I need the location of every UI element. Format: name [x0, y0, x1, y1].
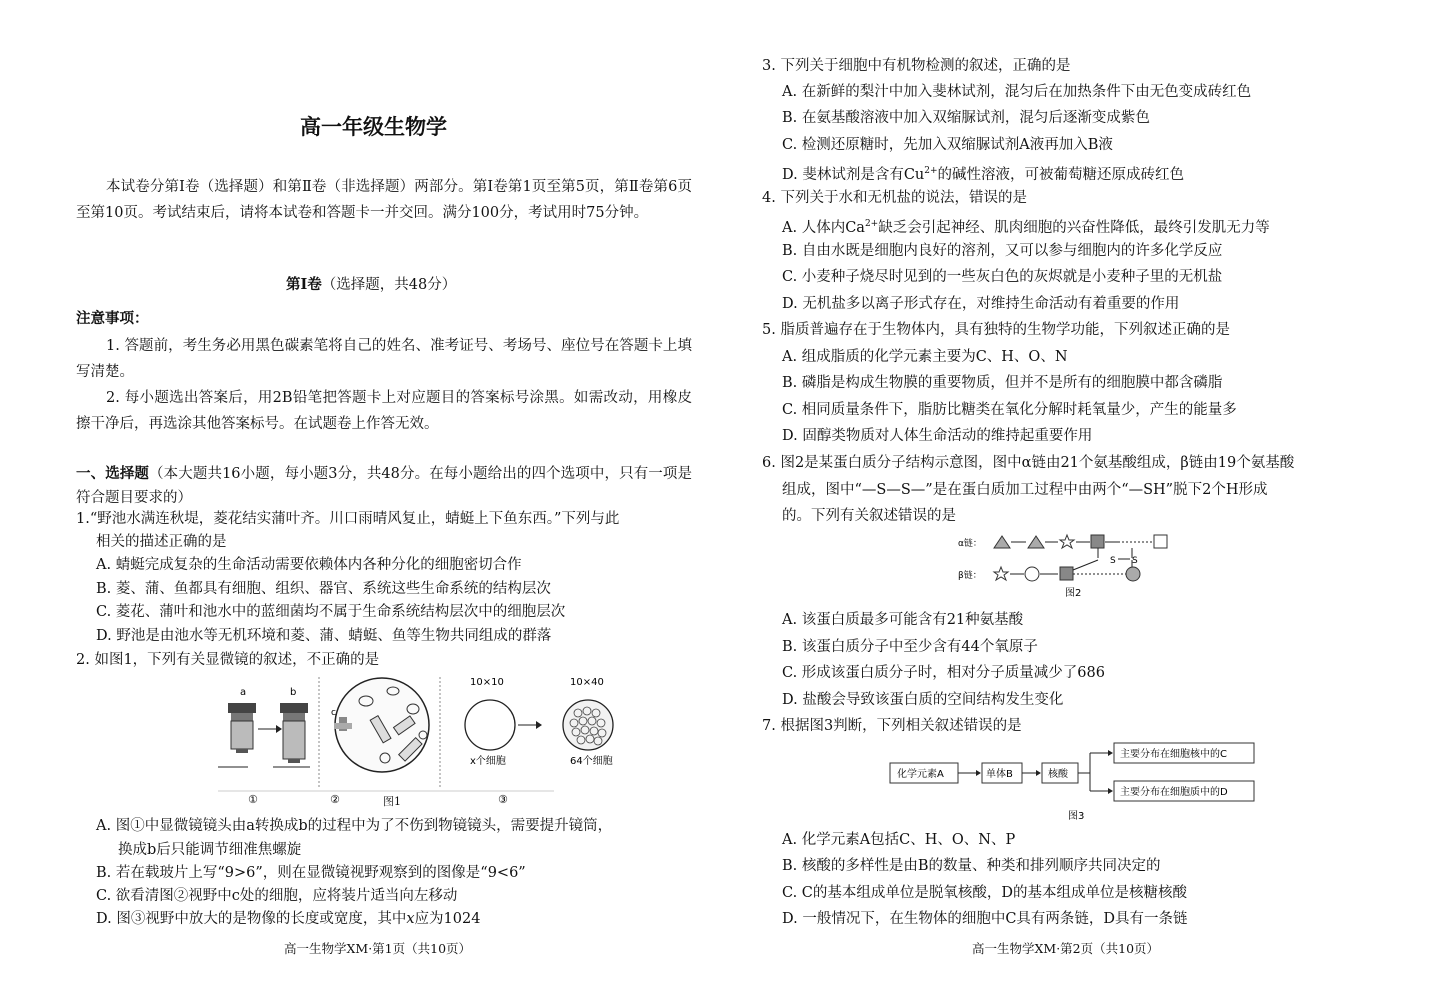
- beta-residue-19: [1126, 567, 1140, 581]
- figure-2: [958, 530, 1184, 602]
- figure-2-caption: 图2: [1065, 588, 1082, 599]
- fig3-box1-text: 化学元素A: [897, 769, 944, 780]
- q4-option-a: [782, 214, 1270, 238]
- q7-option-d: D. 一般情况下，在生物体的细胞中C具有两条链，D具有一条链: [782, 911, 1188, 927]
- q3-d-superscript: 2+: [924, 166, 938, 176]
- fig3-box4-text: 主要分布在细胞核中的C: [1120, 749, 1227, 760]
- arrow-head: [276, 725, 282, 733]
- section-heading: [76, 462, 692, 510]
- objective-lens-b: [280, 703, 308, 763]
- part1-subtitle: （选择题，共48分）: [321, 277, 457, 293]
- q6-stem-line2: 组成，图中“—S—S—”是在蛋白质加工过程中由两个“—SH”脱下2个H形成: [782, 482, 1268, 498]
- fig3-box3-text: 核酸: [1048, 769, 1068, 780]
- fig1-num-2: ②: [330, 793, 340, 806]
- q7-option-a: A. 化学元素A包括C、H、O、N、P: [782, 832, 1016, 848]
- q4-a-text-2: 缺乏会引起神经、肌肉细胞的兴奋性降低，最终引发肌无力等: [878, 219, 1270, 236]
- q2-d-text-2: 应为1024: [414, 911, 481, 927]
- beta-residue-1: [994, 567, 1008, 580]
- notice-item-1: 1. 答题前，考生务必用黑色碳素笔将自己的姓名、准考证号、考场号、座位号在答题卡上填写清楚。: [76, 338, 692, 380]
- q3-stem: 3. 下列关于细胞中有机物检测的叙述，正确的是: [762, 58, 1071, 74]
- fig3-box5-text: 主要分布在细胞质中的D: [1120, 787, 1228, 798]
- alpha-residue-2: [1028, 536, 1044, 548]
- q5-option-a: A. 组成脂质的化学元素主要为C、H、O、N: [782, 349, 1068, 365]
- q3-option-a: A. 在新鲜的梨汁中加入斐林试剂，混匀后在加热条件下由无色变成砖红色: [782, 84, 1252, 100]
- notice-title: 注意事项：: [76, 310, 149, 327]
- figure-1-view-3b: [552, 673, 632, 773]
- fig1-num-3: ③: [498, 793, 508, 806]
- q2-option-c: C. 欲看清图②视野中c处的细胞，应将装片适当向左移动: [96, 888, 458, 904]
- fig1-label-c: c: [331, 708, 336, 718]
- q2-option-d: [96, 909, 480, 929]
- alpha-residue-21: [1154, 535, 1167, 548]
- figure-3: [886, 741, 1258, 825]
- q1-stem-line2: 相关的描述正确的是: [96, 534, 227, 550]
- fig2-alpha-label: α链：: [958, 539, 982, 549]
- q3-option-c: C. 检测还原糖时，先加入双缩脲试剂A液再加入B液: [782, 137, 1113, 153]
- beta-residue-2: [1025, 567, 1039, 581]
- q5-option-b: B. 磷脂是构成生物膜的重要物质，但并不是所有的细胞膜中都含磷脂: [782, 375, 1223, 391]
- q2-option-b: B. 若在载玻片上写“9>6”，则在显微镜视野观察到的图像是“9<6”: [96, 865, 526, 881]
- q4-a-text-1: A. 人体内Ca: [782, 219, 865, 236]
- notice-item-2: 2. 每小题选出答案后，用2B铅笔把答题卡上对应题目的答案标号涂黑。如需改动，用橡皮擦干净后，再选涂其他答案标号。在试题卷上作答无效。: [76, 390, 692, 432]
- figure-1-caption: 图1: [383, 795, 401, 808]
- alpha-residue-3: [1060, 535, 1074, 548]
- q2-d-variable: x: [406, 911, 415, 927]
- fig2-beta-label: β链：: [958, 571, 982, 581]
- q4-option-d: D. 无机盐多以离子形式存在，对维持生命活动有着重要的作用: [782, 296, 1180, 312]
- q2-option-a-line1: A. 图①中显微镜镜头由a转换成b的过程中为了不伤到物镜镜头，需要提升镜筒，: [96, 818, 613, 834]
- fig1-label-b: b: [290, 687, 297, 698]
- q4-option-c: C. 小麦种子烧尽时见到的一些灰白色的灰烬就是小麦种子里的无机盐: [782, 269, 1223, 285]
- exam-title: 高一年级生物学: [300, 115, 447, 139]
- fig1-mag-2: 10×40: [570, 677, 604, 688]
- q1-option-a: A. 蜻蜓完成复杂的生命活动需要依赖体内各种分化的细胞密切合作: [96, 557, 522, 573]
- q5-option-c: C. 相同质量条件下，脂肪比糖类在氧化分解时耗氧量少，产生的能量多: [782, 402, 1237, 418]
- q2-d-text-1: D. 图③视野中放大的是物像的长度或宽度，其中: [96, 911, 407, 927]
- q1-option-c: C. 菱花、蒲叶和池水中的蓝细菌均不属于生命系统结构层次中的细胞层次: [96, 604, 566, 620]
- q2-option-a-line2: 换成b后只能调节细准焦螺旋: [118, 842, 302, 858]
- q1-option-b: B. 菱、蒲、鱼都具有细胞、组织、器官、系统这些生命系统的结构层次: [96, 581, 551, 597]
- part1-heading: [286, 275, 456, 295]
- q3-option-b: B. 在氨基酸溶液中加入双缩脲试剂，混匀后逐渐变成紫色: [782, 110, 1150, 126]
- q6-option-d: D. 盐酸会导致该蛋白质的空间结构发生变化: [782, 692, 1064, 708]
- fig1-label-a: a: [240, 687, 247, 698]
- q1-option-d: D. 野池是由池水等无机环境和菱、蒲、蜻蜓、鱼等生物共同组成的群落: [96, 628, 552, 644]
- section-description: （本大题共16小题，每小题3分，共48分。在每小题给出的四个选项中，只有一项是符合题目要求的）: [76, 466, 693, 506]
- fig1-mag-1: 10×10: [470, 677, 504, 688]
- q4-stem: 4. 下列关于水和无机盐的说法，错误的是: [762, 190, 1027, 206]
- q6-option-b: B. 该蛋白质分子中至少含有44个氧原子: [782, 639, 1038, 655]
- q6-option-a: A. 该蛋白质最多可能含有21种氨基酸: [782, 612, 1024, 628]
- figure-1: [218, 673, 554, 811]
- q7-stem: 7. 根据图3判断，下列相关叙述错误的是: [762, 718, 1022, 734]
- fig2-s-1: S: [1110, 556, 1116, 566]
- beta-residue-3: [1060, 567, 1073, 580]
- q7-option-b: B. 核酸的多样性是由B的数量、种类和排列顺序共同决定的: [782, 858, 1161, 874]
- q5-stem: 5. 脂质普遍存在于生物体内，具有独特的生物学功能，下列叙述正确的是: [762, 322, 1230, 338]
- page-footer-1: 高一生物学XM·第1页（共10页）: [284, 941, 472, 956]
- q4-option-b: B. 自由水既是细胞内良好的溶剂，又可以参与细胞内的许多化学反应: [782, 243, 1223, 259]
- fig2-s-2: S: [1132, 556, 1138, 566]
- q7-option-c: C. C的基本组成单位是脱氧核酸，D的基本组成单位是核糖核酸: [782, 885, 1188, 901]
- field-of-view-10x10: [465, 700, 515, 750]
- fig1-num-1: ①: [248, 793, 258, 806]
- figure-3-caption: 图3: [1068, 811, 1085, 822]
- q3-d-text-2: 的碱性溶液，可被葡萄糖还原成砖红色: [937, 166, 1185, 183]
- q3-d-text-1: D. 斐林试剂是含有Cu: [782, 166, 925, 183]
- field-of-view-2: [334, 678, 429, 772]
- part1-title: 第Ⅰ卷: [286, 276, 322, 293]
- objective-lens-a: [228, 703, 256, 753]
- q5-option-d: D. 固醇类物质对人体生命活动的维持起重要作用: [782, 428, 1093, 444]
- fig1-x-cells: x个细胞: [470, 756, 506, 767]
- page-footer-2: 高一生物学XM·第2页（共10页）: [972, 941, 1160, 956]
- intro-paragraph: 本试卷分第Ⅰ卷（选择题）和第Ⅱ卷（非选择题）两部分。第Ⅰ卷第1页至第5页，第Ⅱ卷第6页至第10页。考试结束后，请将本试卷和答题卡一并交回。满分100分，考试用时75分钟。: [76, 179, 692, 221]
- fig1-64-cells: 64个细胞: [570, 756, 613, 767]
- q6-stem-line1: 6. 图2是某蛋白质分子结构示意图，图中α链由21个氨基酸组成，β链由19个氨基酸: [762, 455, 1295, 471]
- q6-option-c: C. 形成该蛋白质分子时，相对分子质量减少了686: [782, 665, 1105, 681]
- q3-option-d: [782, 161, 1184, 185]
- q1-stem-line1: 1.“野池水满连秋堤，菱花结实蒲叶齐。川口雨晴风复止，蜻蜓上下鱼东西。”下列与此: [76, 511, 620, 527]
- alpha-residue-1: [994, 536, 1010, 548]
- q2-stem: 2. 如图1，下列有关显微镜的叙述，不正确的是: [76, 652, 380, 668]
- q6-stem-line3: 的。下列有关叙述错误的是: [782, 508, 956, 524]
- section-title: 一、选择题: [76, 465, 150, 482]
- alpha-residue-4: [1091, 535, 1104, 548]
- q4-a-superscript: 2+: [864, 219, 879, 229]
- fig3-box2-text: 单体B: [986, 769, 1013, 780]
